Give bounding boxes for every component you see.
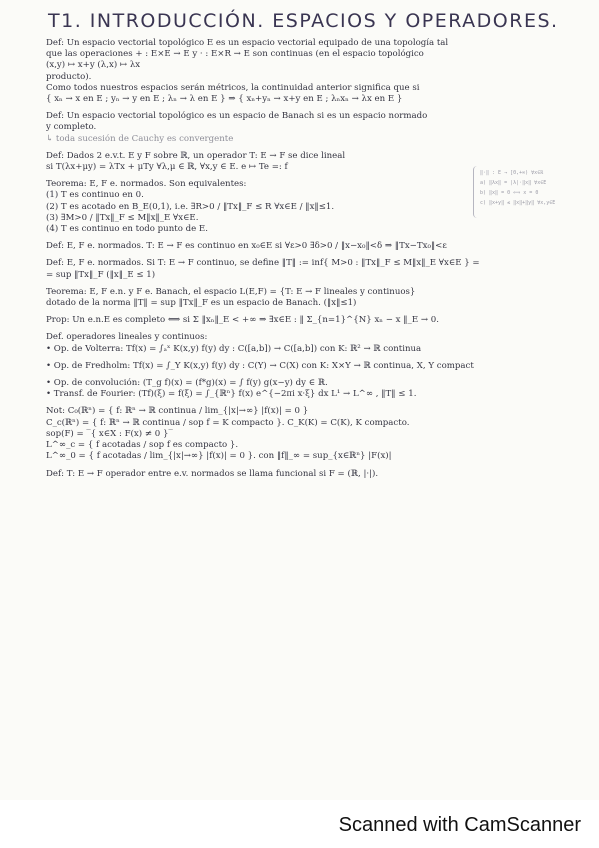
note-line: Def. operadores lineales y continuos: — [46, 332, 208, 343]
note-line: Def: E, F e. normados. Si T: E → F continuo, se define ‖T‖ := inf{ M>0 : ‖Tx‖_F ≤ M‖x‖_E ∀x∈E } = — [46, 258, 480, 269]
note-line: Teorema: E, F e. normados. Son equivalentes: — [46, 179, 247, 190]
note-line: C_c(ℝⁿ) = { f: ℝⁿ → ℝ continua / sop f = K compacto }. C_K(K) = C(K), K compacto. — [46, 417, 410, 428]
note-line: Def: Un espacio vectorial topológico E es un espacio vectorial equipado de una topología tal — [46, 38, 449, 48]
note-line: ↳ toda sucesión de Cauchy es convergente — [46, 133, 234, 144]
note-line: Not: C₀(ℝⁿ) = { f: ℝⁿ → ℝ continua / lim_{|x|→∞} |f(x)| = 0 } — [46, 406, 309, 417]
note-line: producto). — [46, 71, 92, 82]
note-line: Def: T: E → F operador entre e.v. normados se llama funcional si F = (ℝ, |·|). — [46, 468, 379, 479]
note-line: (3) ∃M>0 / ‖Tx‖_F ≤ M‖x‖_E ∀x∈E. — [46, 212, 199, 223]
side-note-line: a) ‖λx‖ = |λ|·‖x‖ ∀x∈E — [480, 180, 547, 186]
side-note-line: ‖·‖ : E → [0,+∞) ∀x∈ℝ — [480, 170, 544, 176]
note-line: que las operaciones + : E×E → E y · : E×R → E son continuas (en el espacio topológico — [46, 49, 424, 60]
note-line: Def: E, F e. normados. T: E → F es continuo en x₀∈E si ∀ε>0 ∃δ>0 / ‖x−x₀‖<δ ⇒ ‖Tx−Tx₀‖<ε — [46, 241, 447, 252]
note-line: Prop: Un e.n.E es completo ⟺ si Σ ‖xₙ‖_E < +∞ ⇒ ∃x∈E : ‖ Σ_{n=1}^{N} xₙ − x ‖_E → 0. — [46, 315, 439, 326]
side-note-brace — [473, 166, 478, 218]
note-line: L^∞_c = { f acotadas / sop f es compacto }. — [46, 440, 239, 451]
note-line: y completo. — [46, 122, 97, 133]
note-line: (4) T es continuo en todo punto de E. — [46, 224, 208, 235]
note-line: (2) T es acotado en B_E(0,1), i.e. ∃R>0 / ‖Tx‖_F ≤ R ∀x∈E / ‖x‖≤1. — [46, 201, 335, 212]
note-line: • Op. de Volterra: Tf(x) = ∫ₐˣ K(x,y) f(y) dy : C([a,b]) → C([a,b]) con K: ℝ² → ℝ continua — [46, 343, 422, 354]
note-line: si T(λx+μy) = λTx + μTy ∀λ,μ ∈ ℝ, ∀x,y ∈ E. e ↦ Te =: f — [46, 162, 288, 173]
camscanner-watermark: Scanned with CamScanner — [338, 814, 581, 836]
page-title: T1. INTRODUCCIÓN. ESPACIOS Y OPERADORES. — [48, 10, 559, 32]
note-line: • Transf. de Fourier: (Tf)(ξ) = f̂(ξ) = ∫_{ℝⁿ} f(x) e^{−2πi x·ξ} dx L¹ → L^∞ , ‖T‖ ≤ 1. — [46, 389, 417, 400]
note-line: • Op. de Fredholm: Tf(x) = ∫_Y K(x,y) f(y) dy : C(Y) → C(X) con K: X×Y → ℝ continua, X, Y compact — [46, 360, 474, 371]
note-line: Def: Un espacio vectorial topológico es un espacio de Banach si es un espacio normado — [46, 111, 428, 122]
note-line: sop(F) = ‾{ x∈X : F(x) ≠ 0 }‾ — [46, 428, 173, 439]
scanner-footer — [0, 800, 599, 848]
note-line: Def: Dados 2 e.v.t. E y F sobre ℝ, un operador T: E → F se dice lineal — [46, 150, 346, 161]
note-line: (1) T es continuo en 0. — [46, 190, 144, 201]
note-line: (x,y) ↦ x+y (λ,x) ↦ λx — [46, 60, 141, 71]
note-line: dotado de la norma ‖T‖ = sup ‖Tx‖_F es un espacio de Banach. (‖x‖≤1) — [46, 298, 357, 309]
side-note-line: c) ‖x+y‖ ≤ ‖x‖+‖y‖ ∀x,y∈E — [480, 200, 556, 206]
notes-body — [46, 38, 571, 480]
note-line: • Op. de convolución: (T_g f)(x) = (f*g)(x) = ∫ f(y) g(x−y) dy ∈ ℝ. — [46, 378, 328, 389]
note-line: { xₙ → x en E ; yₙ → y en E ; λₙ → λ en E } ⇒ { xₙ+yₙ → x+y en E ; λₙxₙ → λx en E } — [46, 94, 403, 105]
note-line: Como todos nuestros espacios serán métricos, la continuidad anterior significa que si — [46, 82, 420, 93]
side-note-line: b) ‖x‖ = 0 ⟺ x = 0 — [480, 190, 539, 196]
note-line: = sup ‖Tx‖_F (‖x‖_E ≤ 1) — [46, 269, 156, 280]
norm-properties-note — [480, 168, 580, 208]
note-line: L^∞_0 = { f acotadas / lim_{|x|→∞} |f(x)| = 0 }. con ‖f‖_∞ = sup_{x∈ℝⁿ} |F(x)| — [46, 451, 392, 462]
note-line: Teorema: E, F e.n. y F e. Banach, el espacio L(E,F) = {T: E → F lineales y continuos} — [46, 286, 416, 297]
